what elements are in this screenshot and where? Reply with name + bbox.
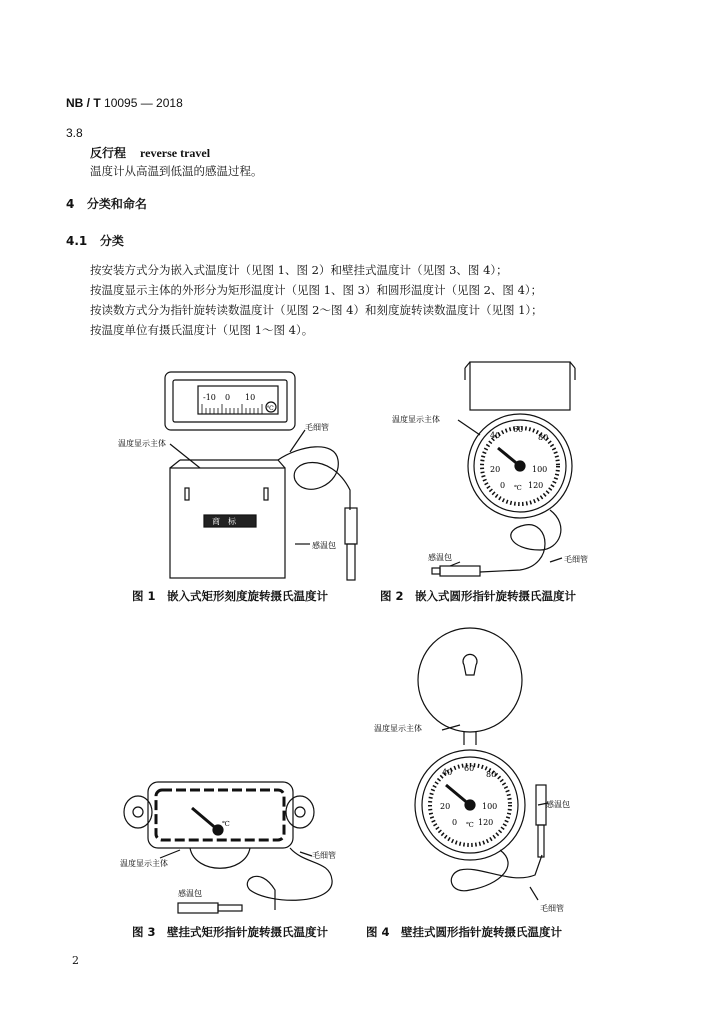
figure-1-drawing (100, 360, 370, 585)
section-title: 分类和命名 (86, 197, 147, 211)
fig4-scale-label: 80 (486, 770, 497, 779)
standard-header (66, 96, 183, 110)
paragraph: 按温度显示主体的外形分为矩形温度计（见图 1、图 3）和圆形温度计（见图 2、图 4）； (90, 283, 543, 297)
clause-number: 3.8 (66, 126, 83, 140)
fig2-scale-label: 60 (513, 425, 524, 434)
fig1-capillary-label: 毛细管 (305, 423, 329, 432)
fig4-scale-label: 0 (452, 818, 458, 827)
fig1-scale-label: -10 (203, 393, 216, 402)
fig2-scale-label: 120 (528, 481, 544, 490)
fig2-bulb-label: 感温包 (428, 553, 452, 562)
fig1-scale-label: 10 (245, 393, 256, 402)
standard-code: NB / T (66, 96, 101, 110)
fig4-scale-label: 100 (482, 802, 498, 811)
fig4-bulb-label: 感温包 (546, 800, 570, 809)
subsection-number: 4.1 (66, 234, 88, 248)
paragraph: 按读数方式分为指针旋转读数温度计（见图 2～图 4）和刻度旋转读数温度计（见图 1）； (90, 303, 543, 317)
fig4-scale-label: 60 (464, 764, 475, 773)
fig4-scale-label: 40 (442, 768, 453, 777)
fig2-scale-label: 40 (490, 431, 501, 440)
fig4-scale-label: 20 (440, 802, 451, 811)
term-english: reverse travel (140, 146, 211, 160)
subsection-heading (66, 232, 124, 249)
page-number: 2 (72, 954, 79, 967)
fig3-capillary-label: 毛细管 (312, 851, 336, 860)
fig3-body-label: 温度显示主体 (120, 859, 168, 868)
fig3-bulb-label: 感温包 (178, 889, 202, 898)
section-heading (66, 195, 147, 212)
fig3-unit: ℃ (222, 820, 230, 828)
fig4-capillary-label: 毛细管 (540, 904, 564, 913)
fig4-unit: ℃ (466, 821, 474, 829)
term-chinese: 反行程 (90, 146, 127, 160)
figure-4-caption: 图 4 壁挂式圆形指针旋转摄氏温度计 (366, 925, 563, 939)
figure-2-caption: 图 2 嵌入式圆形指针旋转摄氏温度计 (380, 589, 577, 603)
figure-4-drawing (360, 625, 600, 920)
fig2-body-label: 温度显示主体 (392, 415, 440, 424)
fig4-body-label: 温度显示主体 (374, 724, 422, 733)
fig1-scale-label: 0 (225, 393, 231, 402)
paragraph: 按安装方式分为嵌入式温度计（见图 1、图 2）和壁挂式温度计（见图 3、图 4）； (90, 263, 508, 277)
fig1-unit: ℃ (267, 405, 274, 412)
fig1-bulb-label: 感温包 (312, 541, 336, 550)
paragraph: 按温度单位有摄氏温度计（见图 1～图 4）。 (90, 323, 314, 337)
figure-1-caption: 图 1 嵌入式矩形刻度旋转摄氏温度计 (132, 589, 329, 603)
fig2-unit: ℃ (514, 484, 522, 492)
fig1-body-label: 温度显示主体 (118, 439, 166, 448)
figure-2-drawing (380, 360, 600, 585)
fig2-capillary-label: 毛细管 (564, 555, 588, 564)
subsection-title: 分类 (99, 234, 124, 248)
section-number: 4 (66, 197, 75, 211)
figure-3-drawing (100, 770, 370, 920)
fig2-scale-label: 80 (538, 433, 549, 442)
term-heading (90, 144, 210, 161)
figure-3-caption: 图 3 壁挂式矩形指针旋转摄氏温度计 (132, 925, 329, 939)
standard-number: 10095 — 2018 (104, 96, 183, 110)
term-definition: 温度计从高温到低温的感温过程。 (90, 164, 263, 178)
fig4-scale-label: 120 (478, 818, 494, 827)
fig1-brand-label: 商 标 (212, 517, 236, 526)
fig2-scale-label: 20 (490, 465, 501, 474)
fig2-scale-label: 0 (500, 481, 506, 490)
fig2-scale-label: 100 (532, 465, 548, 474)
